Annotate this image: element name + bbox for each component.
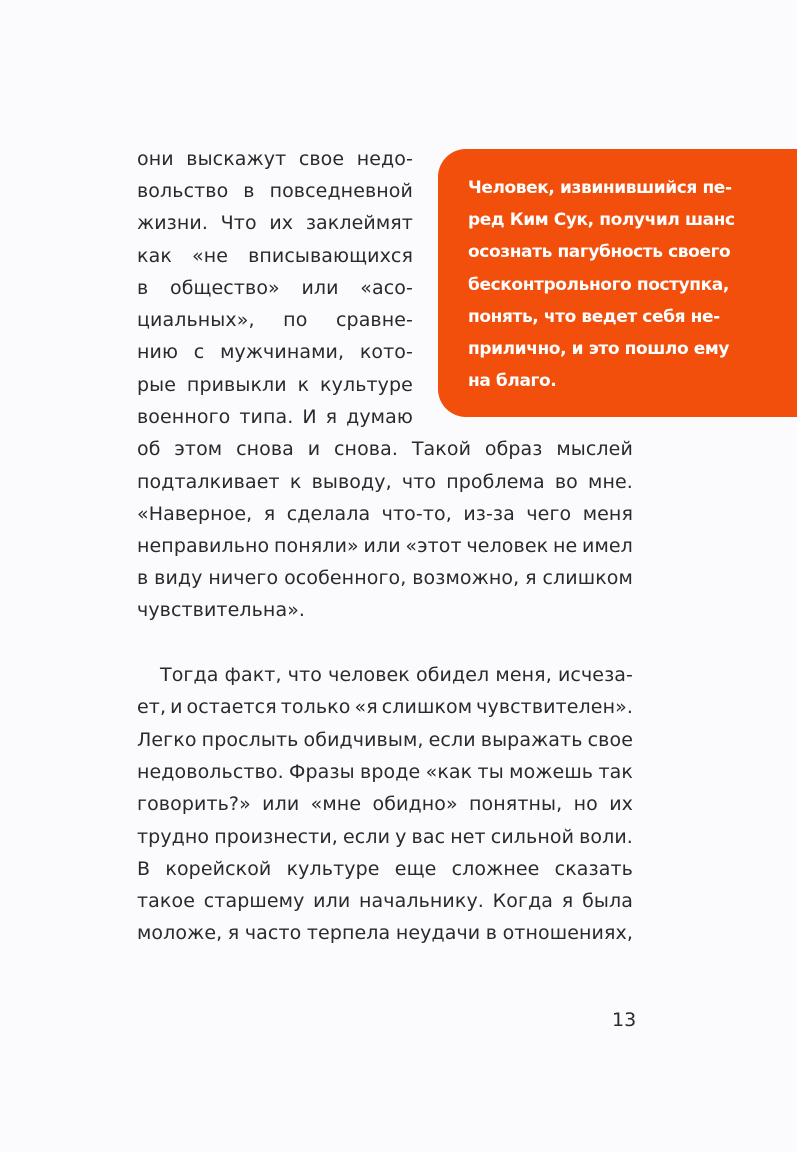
- body-text-line: чувствительна».: [137, 599, 306, 621]
- body-text-line: в общество» или «асо-: [137, 277, 413, 299]
- callout-text-line: понять, что ведет себя не-: [468, 307, 720, 327]
- page-number: 13: [612, 1009, 637, 1031]
- body-text-line: жизни. Что их заклеймят: [137, 212, 413, 234]
- body-text-line: об этом снова и снова. Такой образ мыслей: [137, 438, 633, 460]
- body-text-line: Тогда факт, что человек обидел меня, исчеза-: [160, 664, 633, 686]
- pull-quote-callout: [438, 149, 797, 417]
- body-text-line: нию с мужчинами, кото-: [137, 341, 413, 363]
- body-text-line: подталкивает к выводу, что проблема во мне.: [137, 471, 633, 493]
- body-text-line: говорить?» или «мне обидно» понятны, но их: [137, 793, 633, 815]
- body-text-line: «Наверное, я сделала что-то, из-за чего меня: [137, 503, 633, 525]
- callout-text-line: прилично, и это пошло ему: [468, 339, 730, 359]
- body-text-line: вольство в повседневной: [137, 180, 413, 202]
- body-text-line: циальных», по сравне-: [137, 309, 413, 331]
- body-text-line: Легко прослыть обидчивым, если выражать свое: [137, 729, 633, 751]
- body-text-line: военного типа. И я думаю: [137, 406, 413, 428]
- body-text-line: моложе, я часто терпела неудачи в отношениях,: [137, 922, 633, 944]
- body-text-line: ет, и остается только «я слишком чувствителен».: [137, 696, 633, 718]
- body-text-line: как «не вписывающихся: [137, 245, 413, 267]
- body-text-line: В корейской культуре еще сложнее сказать: [137, 858, 633, 880]
- callout-text-line: Человек, извинившийся пе-: [468, 178, 732, 198]
- callout-text-line: осознать пагубность своего: [468, 242, 731, 262]
- body-text-line: трудно произнести, если у вас нет сильной воли.: [137, 826, 633, 848]
- body-text-line: рые привыкли к культуре: [137, 374, 413, 396]
- callout-text-line: ред Ким Сук, получил шанс: [468, 210, 735, 230]
- callout-text-line: на благо.: [468, 371, 557, 391]
- body-text-line: они выскажут свое недо-: [137, 148, 413, 170]
- body-text-line: недовольство. Фразы вроде «как ты можешь так: [137, 761, 633, 783]
- body-text-line: неправильно поняли» или «этот человек не имел: [137, 535, 633, 557]
- callout-text-line: бесконтрольного поступка,: [468, 275, 729, 295]
- body-text-line: такое старшему или начальнику. Когда я была: [137, 890, 633, 912]
- body-text-line: в виду ничего особенного, возможно, я слишком: [137, 567, 633, 589]
